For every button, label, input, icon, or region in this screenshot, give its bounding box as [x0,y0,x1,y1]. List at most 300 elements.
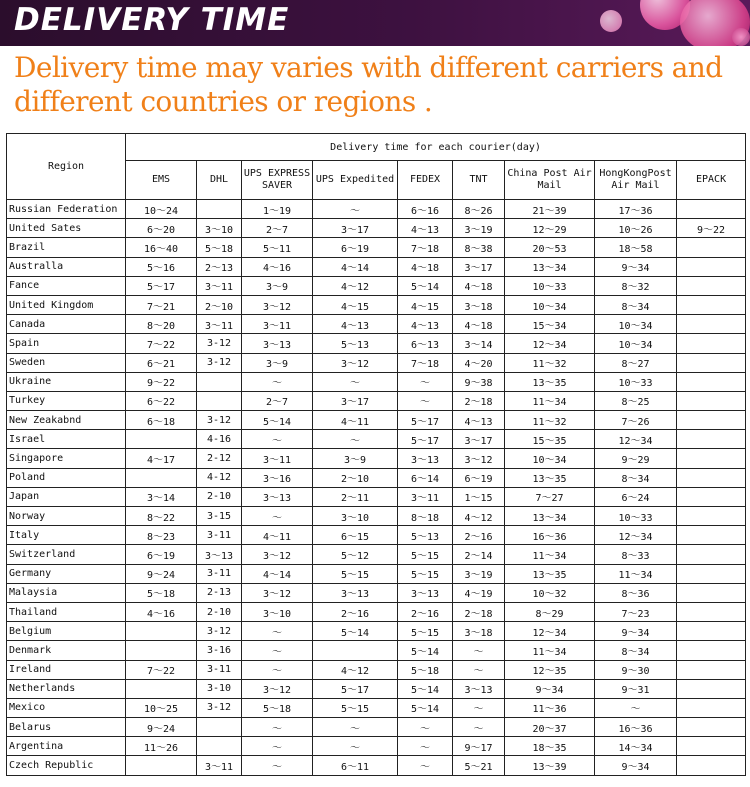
delivery-time-cell [677,276,746,295]
delivery-time-cell [677,238,746,257]
delivery-time-cell: 10～34 [595,334,677,353]
region-cell: Japan [7,487,126,506]
delivery-time-cell: ～ [398,737,453,756]
courier-header: DHL [197,161,242,200]
delivery-time-cell: 3-12 [197,353,242,372]
delivery-time-cell: ～ [242,756,313,775]
delivery-time-cell: 4～12 [313,276,398,295]
delivery-time-cell: 4～13 [453,411,505,430]
delivery-time-cell: 2～10 [313,468,398,487]
delivery-time-cell: 6～14 [398,468,453,487]
delivery-time-cell: 9～34 [505,679,595,698]
delivery-time-cell: 2～16 [313,602,398,621]
delivery-time-cell: 2-13 [197,583,242,602]
delivery-time-cell: 3～11 [197,315,242,334]
delivery-time-cell: ～ [242,430,313,449]
courier-header: UPS EXPRESS SAVER [242,161,313,200]
delivery-time-cell [126,679,197,698]
delivery-time-cell: 3～14 [126,487,197,506]
region-cell: United Sates [7,219,126,238]
delivery-time-cell: 3～12 [242,545,313,564]
region-cell: Argentina [7,737,126,756]
delivery-time-cell [677,756,746,775]
delivery-time-cell: 3～9 [242,276,313,295]
delivery-time-cell: 14～34 [595,737,677,756]
delivery-time-cell: 5～14 [398,679,453,698]
table-row [7,545,746,564]
courier-header: FEDEX [398,161,453,200]
delivery-time-cell: 3-12 [197,698,242,717]
delivery-time-cell: 6～22 [126,391,197,410]
delivery-time-cell [677,698,746,717]
delivery-time-cell: 3～18 [453,295,505,314]
delivery-time-cell: 3～12 [453,449,505,468]
delivery-time-cell: 3-12 [197,622,242,641]
delivery-time-cell: ～ [313,737,398,756]
delivery-time-cell: 12～35 [505,660,595,679]
delivery-time-cell: 9～34 [595,756,677,775]
delivery-time-cell: 2～16 [453,526,505,545]
delivery-time-cell: 4～20 [453,353,505,372]
delivery-time-cell: 5～14 [398,641,453,660]
delivery-time-cell [677,449,746,468]
region-cell: Poland [7,468,126,487]
delivery-time-cell: 8～34 [595,468,677,487]
delivery-time-cell: 3～13 [398,583,453,602]
delivery-time-cell [677,507,746,526]
delivery-time-cell: 2～14 [453,545,505,564]
delivery-time-cell: 8～34 [595,641,677,660]
delivery-time-cell: 1～19 [242,200,313,219]
delivery-time-cell [197,737,242,756]
delivery-time-cell: 3～11 [398,487,453,506]
delivery-time-cell: ～ [595,698,677,717]
delivery-time-cell: 4～12 [453,507,505,526]
delivery-time-cell: 8～36 [595,583,677,602]
delivery-time-cell: 3～13 [453,679,505,698]
table-row [7,315,746,334]
delivery-time-cell: 3～17 [313,391,398,410]
delivery-time-cell [677,660,746,679]
delivery-time-cell: ～ [313,200,398,219]
delivery-time-cell: 4～14 [313,257,398,276]
delivery-time-cell: 4～18 [398,257,453,276]
delivery-time-cell [677,468,746,487]
delivery-time-cell [313,641,398,660]
delivery-time-cell: ～ [398,718,453,737]
delivery-time-cell [677,372,746,391]
delivery-time-cell: 9～22 [677,219,746,238]
delivery-time-cell: ～ [453,718,505,737]
table-row [7,468,746,487]
region-cell: Switzerland [7,545,126,564]
delivery-time-cell: 4～13 [398,219,453,238]
delivery-time-cell [677,641,746,660]
region-cell: Ireland [7,660,126,679]
delivery-time-cell [677,583,746,602]
delivery-time-cell: 11～36 [505,698,595,717]
delivery-time-cell: 3～19 [453,219,505,238]
delivery-time-cell [677,545,746,564]
delivery-time-cell: 17～36 [595,200,677,219]
delivery-time-cell [677,334,746,353]
region-cell: Russian Federation [7,200,126,219]
delivery-time-cell: 2～13 [197,257,242,276]
table-row [7,507,746,526]
delivery-time-cell: 5～15 [398,622,453,641]
delivery-time-cell: 5～18 [398,660,453,679]
delivery-time-cell: 11～34 [505,641,595,660]
delivery-time-cell: 7～18 [398,238,453,257]
delivery-time-cell: 5～13 [313,334,398,353]
delivery-time-cell: 4～11 [242,526,313,545]
delivery-time-cell: 4～15 [313,295,398,314]
region-cell: Spain [7,334,126,353]
table-row [7,641,746,660]
delivery-time-cell: 5～18 [126,583,197,602]
delivery-time-cell: 3～11 [242,315,313,334]
delivery-time-cell: 11～34 [505,545,595,564]
region-cell: Ukraine [7,372,126,391]
table-row [7,698,746,717]
delivery-time-cell: 4～18 [453,276,505,295]
table-row [7,526,746,545]
delivery-time-cell: 11～26 [126,737,197,756]
delivery-time-cell: 6～16 [398,200,453,219]
delivery-time-cell: 10～34 [505,449,595,468]
region-cell: Thailand [7,602,126,621]
delivery-time-cell: 5～17 [313,679,398,698]
delivery-time-cell: 4～16 [126,602,197,621]
delivery-time-cell [677,679,746,698]
table-row [7,679,746,698]
delivery-time-cell: 9～22 [126,372,197,391]
region-cell: Netherlands [7,679,126,698]
delivery-time-cell [677,391,746,410]
delivery-time-cell: 16～36 [595,718,677,737]
delivery-time-cell: 6～19 [453,468,505,487]
delivery-time-cell: ～ [242,372,313,391]
delivery-time-cell [677,564,746,583]
delivery-time-cell: ～ [313,718,398,737]
delivery-time-cell: 13～35 [505,468,595,487]
delivery-time-cell: 12～29 [505,219,595,238]
region-cell: Norway [7,507,126,526]
delivery-time-cell: 8～33 [595,545,677,564]
delivery-time-cell: 2～7 [242,219,313,238]
delivery-time-cell [677,718,746,737]
delivery-time-cell: 2-10 [197,602,242,621]
delivery-time-cell: 7～23 [595,602,677,621]
delivery-time-cell: 3-15 [197,507,242,526]
delivery-time-cell: 12～34 [505,622,595,641]
delivery-time-table [6,133,746,776]
region-cell: Italy [7,526,126,545]
delivery-time-cell: 6～13 [398,334,453,353]
delivery-time-cell: 5～17 [398,411,453,430]
delivery-time-cell: 9～29 [595,449,677,468]
courier-header: EPACK [677,161,746,200]
table-row [7,372,746,391]
delivery-time-cell: 5～15 [313,564,398,583]
delivery-time-cell: ～ [453,641,505,660]
delivery-time-cell: 3～16 [242,468,313,487]
region-cell: Belgium [7,622,126,641]
delivery-time-cell: 4～16 [242,257,313,276]
delivery-time-cell: 3～17 [453,257,505,276]
subtitle-text: Delivery time may varies with different carriers and different countries or regions . [14,51,723,118]
delivery-time-cell: ～ [242,718,313,737]
delivery-time-cell: 5～12 [313,545,398,564]
delivery-time-cell: 3～11 [197,756,242,775]
delivery-time-cell: 8～34 [595,295,677,314]
delivery-time-cell: 6～20 [126,219,197,238]
delivery-time-cell: 3～11 [197,276,242,295]
delivery-time-cell: 3-16 [197,641,242,660]
delivery-time-cell: 10～34 [595,315,677,334]
delivery-time-cell: 9～34 [595,257,677,276]
table-row [7,219,746,238]
delivery-time-cell: 3～17 [313,219,398,238]
delivery-time-cell [677,737,746,756]
delivery-time-cell: 4～13 [398,315,453,334]
delivery-time-cell: 5～14 [398,276,453,295]
delivery-time-cell: 6～18 [126,411,197,430]
delivery-time-cell: 11～34 [505,391,595,410]
delivery-time-cell: 5～15 [398,545,453,564]
delivery-time-cell [126,622,197,641]
delivery-time-cell: ～ [242,737,313,756]
delivery-time-cell: 11～34 [595,564,677,583]
region-cell: Brazil [7,238,126,257]
delivery-time-cell [677,487,746,506]
delivery-time-cell: 4-12 [197,468,242,487]
delivery-time-cell: 13～35 [505,564,595,583]
table-row [7,602,746,621]
delivery-time-cell [197,372,242,391]
delivery-time-cell: 10～33 [595,372,677,391]
delivery-time-cell: 9～24 [126,564,197,583]
table-row [7,391,746,410]
table-row [7,564,746,583]
delivery-time-cell: 7～26 [595,411,677,430]
delivery-time-cell [677,622,746,641]
delivery-time-cell [126,641,197,660]
delivery-time-cell: 3～10 [242,602,313,621]
delivery-time-cell: 5～15 [313,698,398,717]
delivery-time-cell: ～ [398,372,453,391]
delivery-time-cell: 6～24 [595,487,677,506]
delivery-time-cell: 11～32 [505,411,595,430]
delivery-time-cell: 5～16 [126,257,197,276]
delivery-time-cell: 9～34 [595,622,677,641]
delivery-time-cell: 16～36 [505,526,595,545]
delivery-time-cell: 11～32 [505,353,595,372]
delivery-time-cell [677,411,746,430]
delivery-time-cell: 10～26 [595,219,677,238]
delivery-time-cell: 8～26 [453,200,505,219]
delivery-time-cell: 6～19 [313,238,398,257]
delivery-time-cell [126,756,197,775]
delivery-time-cell: 3～9 [242,353,313,372]
delivery-time-cell: 18～35 [505,737,595,756]
delivery-time-cell: 3-11 [197,660,242,679]
delivery-time-cell: 2～18 [453,391,505,410]
delivery-time-cell: 2-10 [197,487,242,506]
table-row [7,257,746,276]
delivery-time-cell: 16～40 [126,238,197,257]
title-banner [0,0,750,46]
delivery-time-cell: 3～12 [313,353,398,372]
table-row [7,430,746,449]
table-row [7,238,746,257]
delivery-time-cell [677,315,746,334]
delivery-time-cell: 1～15 [453,487,505,506]
region-cell: Canada [7,315,126,334]
region-cell: Malaysia [7,583,126,602]
region-cell: Denmark [7,641,126,660]
courier-header: China Post Air Mail [505,161,595,200]
delivery-time-cell: 3～9 [313,449,398,468]
delivery-time-cell: 12～34 [595,430,677,449]
delivery-time-cell: ～ [398,391,453,410]
delivery-time-cell: 5～11 [242,238,313,257]
delivery-time-cell: 3～12 [242,583,313,602]
delivery-time-cell: 3～14 [453,334,505,353]
delivery-time-cell: 13～39 [505,756,595,775]
region-cell: United Kingdom [7,295,126,314]
table-body [7,200,746,776]
delivery-time-cell: 20～37 [505,718,595,737]
delivery-time-cell [677,200,746,219]
delivery-time-cell: 8～38 [453,238,505,257]
delivery-time-cell: 3-10 [197,679,242,698]
delivery-time-cell: 6～11 [313,756,398,775]
delivery-time-cell: 5～21 [453,756,505,775]
delivery-time-cell: 4～19 [453,583,505,602]
delivery-time-cell: ～ [242,641,313,660]
table-row [7,449,746,468]
delivery-time-cell: 2～18 [453,602,505,621]
delivery-time-cell: 4～11 [313,411,398,430]
delivery-time-cell: 3～10 [313,507,398,526]
delivery-time-cell: ～ [453,698,505,717]
delivery-time-cell: 20～53 [505,238,595,257]
delivery-time-cell [126,468,197,487]
region-cell: Australla [7,257,126,276]
table-row [7,411,746,430]
delivery-time-cell: 3～13 [398,449,453,468]
delivery-time-cell: 8～22 [126,507,197,526]
delivery-time-cell: ～ [242,507,313,526]
delivery-time-cell: 7～27 [505,487,595,506]
delivery-time-cell [126,430,197,449]
delivery-time-cell: 3～19 [453,564,505,583]
delivery-time-cell: 15～34 [505,315,595,334]
decorative-bubble [732,28,750,46]
delivery-time-cell: 4～12 [313,660,398,679]
table-row [7,334,746,353]
delivery-time-cell: 5～18 [197,238,242,257]
region-cell: Singapore [7,449,126,468]
delivery-time-cell: 8～20 [126,315,197,334]
delivery-time-cell: 4-16 [197,430,242,449]
delivery-time-cell: 3-11 [197,526,242,545]
delivery-time-cell: 8～23 [126,526,197,545]
delivery-time-cell: 5～17 [126,276,197,295]
delivery-time-cell: 12～34 [505,334,595,353]
delivery-time-cell: 2-12 [197,449,242,468]
delivery-time-cell: 10～33 [595,507,677,526]
delivery-time-cell: 7～21 [126,295,197,314]
delivery-time-cell: 2～16 [398,602,453,621]
delivery-time-cell: 3～12 [242,295,313,314]
delivery-time-cell: 10～25 [126,698,197,717]
courier-header: TNT [453,161,505,200]
table-row [7,295,746,314]
delivery-time-cell: 8～32 [595,276,677,295]
region-cell: Sweden [7,353,126,372]
delivery-time-cell: 15～35 [505,430,595,449]
delivery-time-cell: ～ [453,660,505,679]
delivery-time-cell: 10～24 [126,200,197,219]
delivery-time-cell: 6～21 [126,353,197,372]
delivery-time-cell: 7～22 [126,660,197,679]
region-cell: Germany [7,564,126,583]
table-row [7,200,746,219]
delivery-time-cell: 8～25 [595,391,677,410]
delivery-time-cell: 13～34 [505,507,595,526]
delivery-time-cell: 4～15 [398,295,453,314]
delivery-time-cell [677,295,746,314]
delivery-time-cell: 8～18 [398,507,453,526]
courier-header: UPS Expedited [313,161,398,200]
decorative-bubble [600,10,622,32]
region-cell: Fance [7,276,126,295]
delivery-time-cell: 4～17 [126,449,197,468]
delivery-time-cell [677,526,746,545]
delivery-time-cell: 10～32 [505,583,595,602]
delivery-time-cell: 3～13 [313,583,398,602]
delivery-time-cell: 4～18 [453,315,505,334]
delivery-time-cell: ～ [313,372,398,391]
delivery-time-cell [677,353,746,372]
delivery-time-cell: 13～35 [505,372,595,391]
delivery-time-cell: 9～24 [126,718,197,737]
table-row [7,276,746,295]
delivery-time-cell: 9～30 [595,660,677,679]
delivery-time-cell: 5～14 [313,622,398,641]
delivery-time-cell: ～ [398,756,453,775]
delivery-time-cell: 3-12 [197,411,242,430]
delivery-time-cell [197,200,242,219]
delivery-time-cell: 13～34 [505,257,595,276]
table-row [7,660,746,679]
table-row [7,718,746,737]
delivery-time-cell: 7～18 [398,353,453,372]
delivery-time-cell: 3～17 [453,430,505,449]
delivery-time-cell [197,391,242,410]
delivery-time-cell: 5～18 [242,698,313,717]
delivery-time-cell: 4～13 [313,315,398,334]
region-cell: New Zeakabnd [7,411,126,430]
delivery-time-cell: 9～31 [595,679,677,698]
delivery-time-cell: 10～34 [505,295,595,314]
delivery-time-cell: 3～18 [453,622,505,641]
table-row [7,737,746,756]
delivery-time-cell: 3～12 [242,679,313,698]
delivery-time-cell: 3～13 [242,334,313,353]
